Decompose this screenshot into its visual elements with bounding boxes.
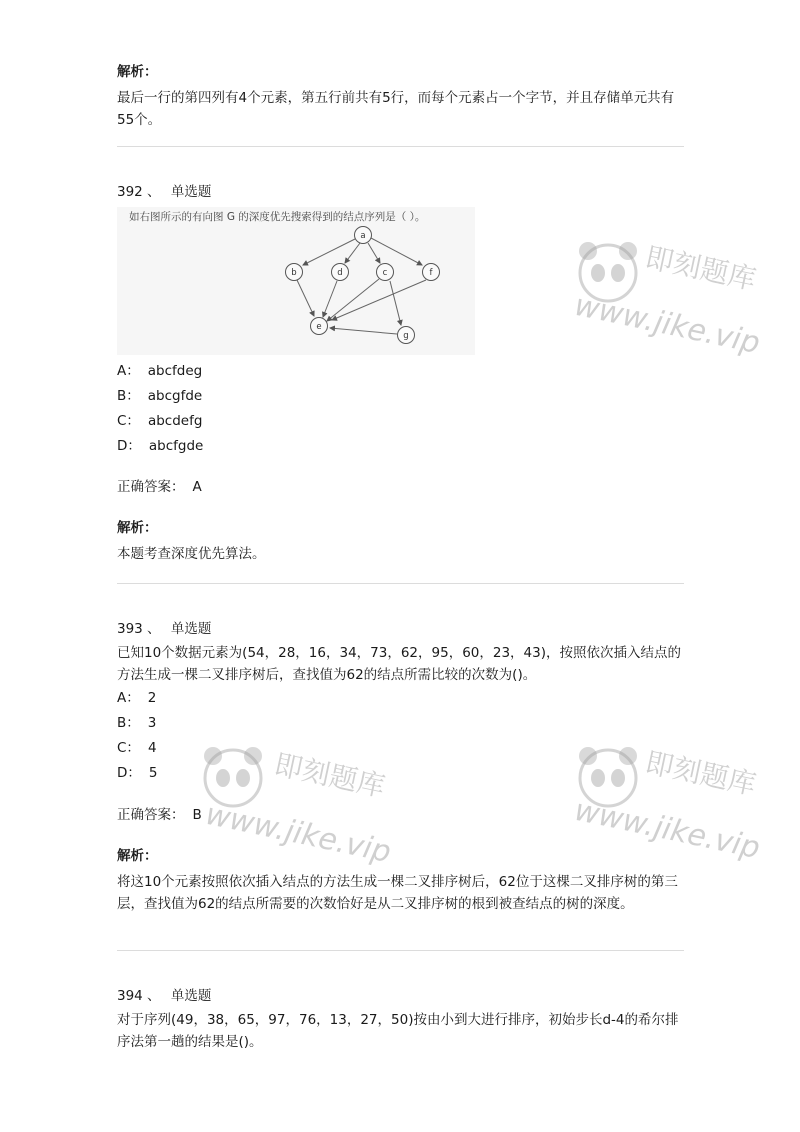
option-a[interactable]	[117, 359, 684, 384]
option-value: abcfgde	[148, 438, 204, 454]
edge-a-d	[345, 243, 360, 263]
svg-text:g: g	[403, 331, 409, 341]
graph-nodes	[286, 227, 440, 344]
prev-analysis	[117, 61, 684, 131]
prev-analysis-label: 解析：	[117, 64, 158, 80]
question-stem: 对于序列(49，38，65，97，76，13，27，50)按由小到大进行排序，初始步长d-4的希尔排序法第一趟的结果是()。	[117, 1012, 679, 1050]
option-value: abcgfde	[147, 388, 203, 404]
figure-caption: 如右图所示的有向图 G 的深度优先搜索得到的结点序列是（ ）。	[129, 211, 426, 223]
watermark-url: www.jike.vip	[571, 287, 763, 362]
analysis-text: 将这10个元素按照依次插入结点的方法生成一棵二叉排序树后，62位于这棵二叉排序树的第三层，查找值为62的结点所需要的次数恰好是从二叉排序树的根到被查结点的树的深度。	[117, 874, 678, 912]
analysis-text: 本题考查深度优先算法。	[117, 546, 266, 562]
prev-analysis-text: 最后一行的第四列有4个元素，第五行前共有5行，而每个元素占一个字节，并且存储单元共有55个。	[117, 90, 675, 128]
answer-value: B	[192, 807, 202, 823]
edge-a-c	[368, 243, 380, 263]
svg-text:e: e	[316, 322, 322, 332]
watermark-brand: 即刻题库	[642, 745, 759, 802]
option-value: 2	[147, 690, 157, 706]
divider	[117, 950, 684, 951]
option-key: A：	[117, 690, 140, 706]
option-value: abcdefg	[147, 413, 203, 429]
node-g	[398, 327, 415, 344]
node-c	[377, 264, 394, 281]
option-value: abcfdeg	[147, 363, 203, 379]
option-b[interactable]	[117, 711, 684, 736]
node-d	[332, 264, 349, 281]
svg-text:d: d	[337, 268, 343, 278]
question-392-analysis	[117, 517, 684, 565]
option-key: C：	[117, 740, 140, 756]
svg-text:b: b	[291, 268, 297, 278]
edge-d-e	[323, 281, 337, 317]
watermark-url: www.jike.vip	[202, 796, 394, 871]
option-key: D：	[117, 765, 141, 781]
node-e	[311, 318, 328, 335]
option-a[interactable]	[117, 686, 684, 711]
edge-b-e	[297, 280, 314, 316]
watermark-top-right	[565, 225, 763, 375]
question-392-header	[117, 181, 684, 203]
option-value: 5	[148, 765, 158, 781]
question-393-analysis	[117, 845, 684, 915]
question-392-figure	[117, 207, 475, 355]
node-a	[355, 227, 372, 244]
question-stem: 已知10个数据元素为(54，28，16，34，73，62，95，60，23，43)，按照依次插入结点的方法生成一棵二叉排序树后，查找值为62的结点所需比较的次数为()。	[117, 645, 681, 683]
option-d[interactable]	[117, 434, 684, 459]
analysis-label: 解析：	[117, 848, 158, 864]
option-key: B：	[117, 388, 140, 404]
question-393	[117, 618, 684, 686]
edge-c-g	[390, 281, 401, 325]
option-value: 4	[147, 740, 157, 756]
question-type: 单选题	[170, 621, 212, 637]
divider	[117, 146, 684, 147]
question-type: 单选题	[170, 184, 212, 200]
option-key: C：	[117, 413, 140, 429]
option-b[interactable]	[117, 384, 684, 409]
option-c[interactable]	[117, 409, 684, 434]
svg-text:f: f	[429, 268, 433, 278]
question-392-options	[117, 359, 684, 459]
answer-label: 正确答案：	[117, 807, 185, 823]
question-number: 394 、	[117, 988, 161, 1004]
option-c[interactable]	[117, 736, 684, 761]
question-394	[117, 985, 684, 1053]
question-number: 393 、	[117, 621, 161, 637]
option-key: D：	[117, 438, 141, 454]
answer-value: A	[192, 479, 202, 495]
option-d[interactable]	[117, 761, 684, 786]
question-393-answer	[117, 804, 684, 826]
edge-g-e	[330, 328, 397, 334]
node-f	[423, 264, 440, 281]
question-392-answer	[117, 476, 684, 498]
question-number: 392 、	[117, 184, 161, 200]
edge-f-e	[332, 280, 426, 320]
divider	[117, 583, 684, 584]
answer-label: 正确答案：	[117, 479, 185, 495]
question-393-options	[117, 686, 684, 786]
node-b	[286, 264, 303, 281]
option-value: 3	[147, 715, 157, 731]
analysis-label: 解析：	[117, 520, 158, 536]
question-type: 单选题	[170, 988, 212, 1004]
watermark-brand: 即刻题库	[271, 747, 388, 804]
option-key: B：	[117, 715, 140, 731]
edge-a-b	[303, 239, 355, 265]
directed-graph	[117, 207, 475, 355]
panda-logo-icon	[570, 233, 650, 313]
option-key: A：	[117, 363, 140, 379]
svg-text:a: a	[360, 231, 366, 241]
svg-text:c: c	[382, 268, 388, 278]
watermark-brand: 即刻题库	[642, 240, 759, 297]
watermark-url: www.jike.vip	[571, 792, 763, 867]
